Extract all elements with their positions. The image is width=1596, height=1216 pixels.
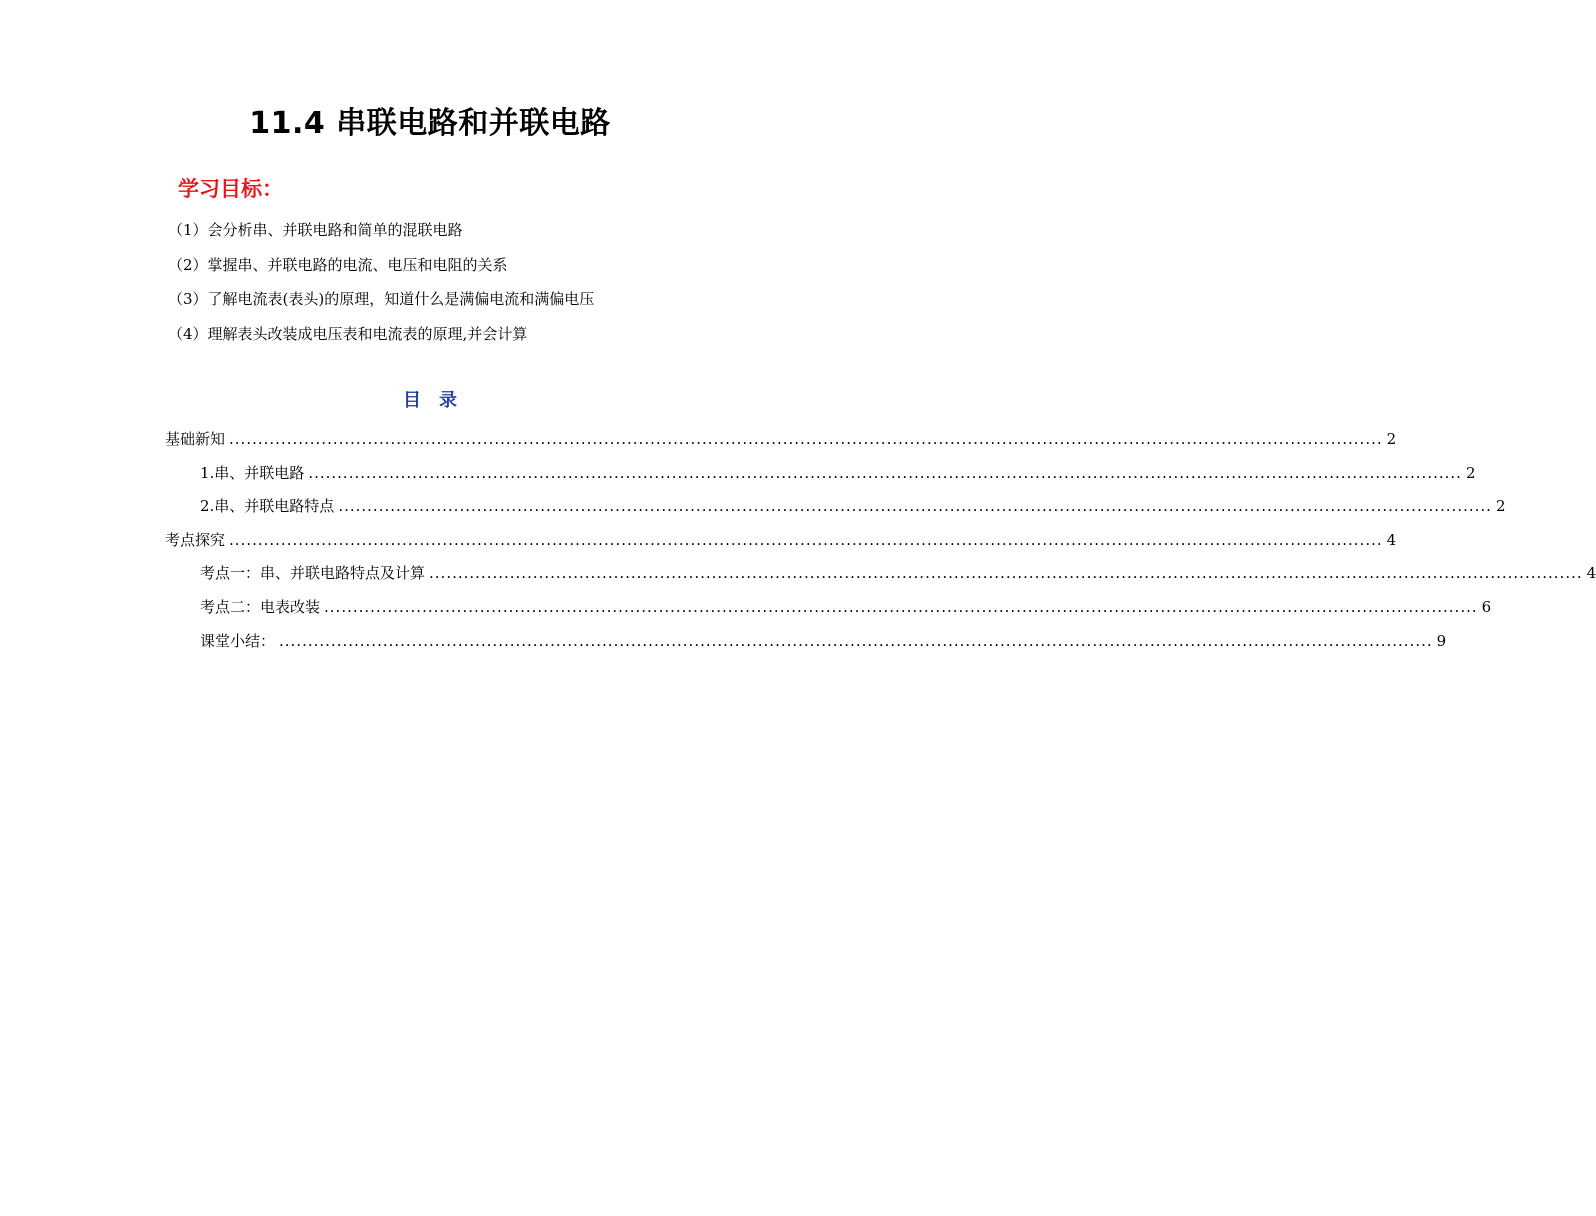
toc-entry-page: 2 (1465, 463, 1476, 482)
objectives-heading: 学习目标： (178, 177, 283, 201)
toc-leader-dots: ........................................................................................................................................................................................................ (338, 497, 1492, 516)
toc-entry-page: 4 (1386, 530, 1397, 549)
toc-entry-text: 基础新知 (165, 430, 226, 448)
toc-leader-dots: ........................................................................................................................................................................................................ (229, 530, 1383, 549)
objective-item: （2）掌握串、并联电路的电流、电压和电阻的关系 (168, 255, 508, 274)
toc-leader-dots: ........................................................................................................................................................................................................ (308, 463, 1462, 482)
toc-entry[interactable] (165, 562, 1596, 596)
toc-entry-page: 6 (1481, 597, 1492, 616)
toc-heading: 目录 (403, 390, 475, 411)
toc-entry[interactable] (165, 462, 1476, 496)
toc-entry-text: 考点一：串、并联电路特点及计算 (200, 564, 426, 583)
toc-entry-text: 考点二：电表改装 (200, 597, 321, 616)
toc-entry-page: 2 (1495, 497, 1506, 516)
toc-entry-page: 4 (1586, 564, 1596, 583)
toc-entry[interactable] (165, 428, 1397, 462)
toc-leader-dots: ........................................................................................................................................................................................................ (279, 631, 1433, 650)
toc-entry-text: 2.串、并联电路特点 (200, 497, 335, 516)
toc-entry-text: 考点探究 (165, 530, 226, 549)
toc-entry-page: 2 (1386, 430, 1397, 448)
toc-entry[interactable] (165, 495, 1506, 529)
toc-leader-dots: ........................................................................................................................................................................................................ (229, 430, 1383, 448)
toc-leader-dots: ........................................................................................................................................................................................................ (429, 564, 1583, 583)
toc-entry[interactable] (165, 529, 1397, 563)
toc-entry[interactable] (165, 630, 1447, 664)
objective-item: （4）理解表头改装成电压表和电流表的原理,并会计算 (168, 324, 528, 343)
objective-item: （3）了解电流表(表头)的原理，知道什么是满偏电流和满偏电压 (168, 290, 595, 308)
objectives-list (168, 218, 594, 356)
toc-entry-text: 课堂小结： (200, 631, 276, 650)
toc-entry-text: 1.串、并联电路 (200, 463, 305, 482)
page-title: 11.4 串联电路和并联电路 (249, 106, 611, 141)
toc-leader-dots: ........................................................................................................................................................................................................ (324, 597, 1478, 616)
toc-entry[interactable] (165, 596, 1492, 630)
table-of-contents (165, 428, 1596, 663)
toc-entry-page: 9 (1436, 631, 1447, 650)
objective-item: （1）会分析串、并联电路和简单的混联电路 (168, 221, 463, 239)
